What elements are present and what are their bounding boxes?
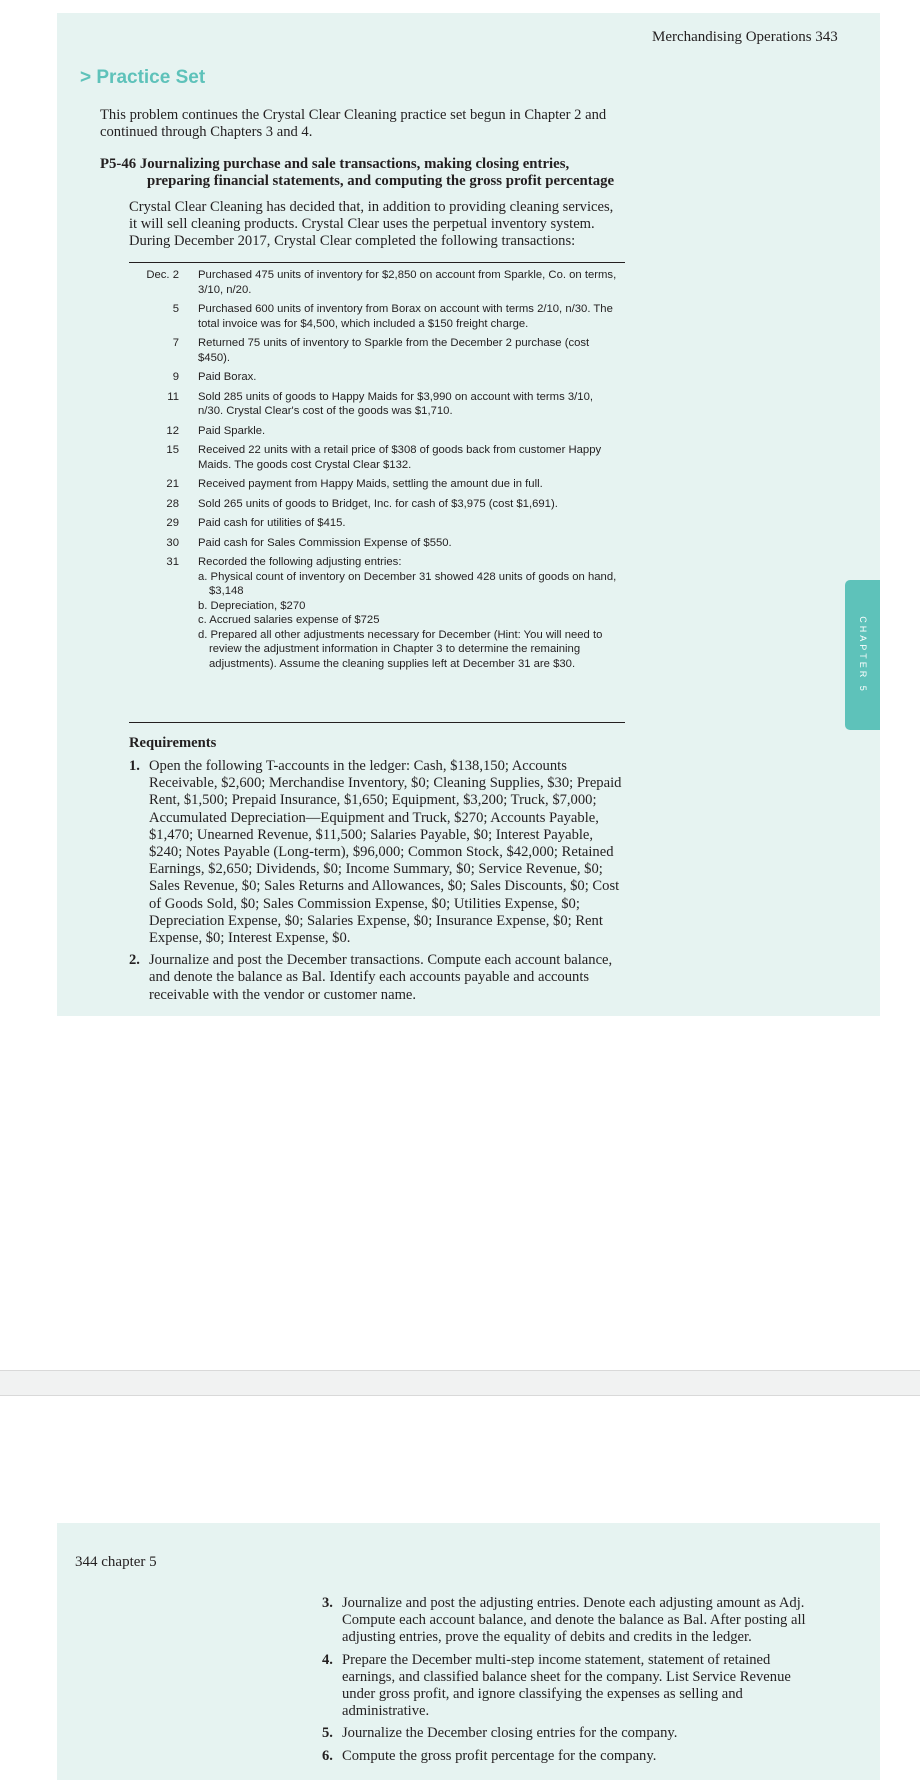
transaction-desc: Sold 285 units of goods to Happy Maids for $3,990 on account with terms 3/10, n/30. Crystal Clear's cost of the goods was $1,710. xyxy=(198,390,593,417)
section-title: > Practice Set xyxy=(80,67,206,88)
transaction-desc: Purchased 600 units of inventory from Borax on account with terms 2/10, n/30. The total invoice was for $4,500, which included a $150 freight charge. xyxy=(198,303,613,330)
requirement-number: 5. xyxy=(322,1725,333,1742)
transaction-row xyxy=(129,268,625,297)
transaction-desc: Sold 265 units of goods to Bridget, Inc. for cash of $3,975 (cost $1,691). xyxy=(198,497,558,510)
requirement-text: Journalize the December closing entries for the company. xyxy=(342,1725,678,1742)
adjusting-entry-a: a. Physical count of inventory on December 31 showed 428 units of goods on hand, $3,148 xyxy=(198,570,617,597)
problem-heading-line1: Journalizing purchase and sale transactions, making closing entries, xyxy=(139,156,570,172)
chapter-tab xyxy=(845,580,880,730)
requirement-number: 6. xyxy=(322,1747,333,1764)
adjusting-entries-intro: Recorded the following adjusting entries: xyxy=(198,556,402,568)
transaction-date: 7 xyxy=(172,337,179,349)
requirements-list xyxy=(129,758,629,1009)
transaction-date: 28 xyxy=(166,497,179,510)
transaction-date: 9 xyxy=(172,371,179,383)
requirements-list-continued xyxy=(322,1595,827,1770)
transaction-desc: Returned 75 units of inventory to Sparkle from the December 2 purchase (cost $450). xyxy=(198,337,590,364)
problem-heading-line2: preparing financial statements, and computing the gross profit percentage xyxy=(147,173,615,189)
requirement-text: Journalize and post the adjusting entries. Denote each adjusting amount as Adj. Compute each account balance, and denote the balance as Bal. After posting all adjusting entries, prove the equality of debits and credits in the ledger. xyxy=(342,1595,806,1646)
transaction-row xyxy=(129,536,625,551)
requirement-text: Prepare the December multi-step income statement, statement of retained earnings, and classified balance sheet for the company. List Service Revenue under gross profit, and ignore classifying the expenses as selling and administrative. xyxy=(342,1651,791,1720)
transaction-desc xyxy=(198,555,618,671)
requirement-text: Open the following T-accounts in the ledger: Cash, $138,150; Accounts Receivable, $2,600; Merchandise Inventory, $0; Cleaning Supplies, $30; Prepaid Rent, $1,500; Prepaid Insurance, $1,650; Equipment, $3,200; Truck, $7,000; Accumulated Depreciation—Equipment and Truck, $270; Accounts Payable, $1,470; Unearned Revenue, $11,500; Salaries Payable, $0; Interest Payable, $240; Notes Payable (Long-term), $96,000; Common Stock, $42,000; Retained Earnings, $2,650; Dividends, $0; Income Summary, $0; Service Revenue, $0; Sales Revenue, $0; Sales Returns and Allowances, $0; Sales Discounts, $0; Cost of Goods Sold, $0; Sales Commission Expense, $0; Utilities Expense, $0; Depreciation Expense, $0; Salaries Expense, $0; Insurance Expense, $0; Rent Expense, $0; Interest Expense, $0. xyxy=(149,758,622,947)
requirement-item xyxy=(322,1595,827,1647)
requirement-item xyxy=(322,1652,827,1721)
transaction-row xyxy=(129,390,625,419)
intro-paragraph: This problem continues the Crystal Clear Cleaning practice set begun in Chapter 2 and continued through Chapters 3 and 4. xyxy=(100,107,607,140)
requirement-number: 3. xyxy=(322,1595,333,1611)
transaction-row xyxy=(129,302,625,331)
transaction-row xyxy=(129,497,625,512)
transaction-date: 15 xyxy=(166,444,179,456)
transactions-table xyxy=(129,268,625,676)
transaction-desc: Paid cash for Sales Commission Expense of $550. xyxy=(198,536,452,549)
transaction-date: 29 xyxy=(166,517,179,529)
transaction-date: 21 xyxy=(166,478,179,490)
chapter-tab-label: CHAPTER 5 xyxy=(857,616,868,694)
transaction-desc: Paid Borax. xyxy=(198,371,257,383)
transaction-date: 12 xyxy=(166,424,179,437)
table-top-rule xyxy=(129,262,625,263)
problem-number: P5-46 xyxy=(100,156,137,172)
table-bottom-rule xyxy=(129,722,625,723)
transaction-desc: Purchased 475 units of inventory for $2,850 on account from Sparkle, Co. on terms, 3/10, n/20. xyxy=(198,269,617,296)
requirement-number: 4. xyxy=(322,1651,333,1668)
requirement-number: 1. xyxy=(129,758,140,774)
page-folio: 344 chapter 5 xyxy=(75,1554,157,1570)
transaction-date: Dec. 2 xyxy=(146,269,179,281)
requirements-title: Requirements xyxy=(129,735,217,751)
transaction-desc: Paid cash for utilities of $415. xyxy=(198,517,346,529)
running-head: Merchandising Operations 343 xyxy=(652,29,838,45)
transaction-date: 11 xyxy=(167,390,179,403)
requirement-text: Journalize and post the December transactions. Compute each account balance, and denote the balance as Bal. Identify each accounts payable and accounts receivable with the vendor or customer name. xyxy=(149,952,613,1003)
requirement-item xyxy=(322,1748,827,1765)
transaction-row xyxy=(129,424,625,439)
transaction-date: 5 xyxy=(172,303,179,315)
adjusting-entry-c: c. Accrued salaries expense of $725 xyxy=(198,614,380,626)
transaction-row xyxy=(129,477,625,492)
transaction-row xyxy=(129,443,625,472)
requirement-item xyxy=(129,952,629,1004)
transaction-row xyxy=(129,516,625,531)
transaction-desc: Received 22 units with a retail price of $308 of goods back from customer Happy Maids. The goods cost Crystal Clear $132. xyxy=(198,444,602,471)
transaction-row xyxy=(129,555,625,671)
transaction-date: 31 xyxy=(166,556,179,568)
transaction-date: 30 xyxy=(166,536,179,549)
adjusting-entry-d: d. Prepared all other adjustments necessary for December (Hint: You will need to review the adjustment information in Chapter 3 to determine the remaining adjustments). Assume the cleaning supplies left at December 31 are $30. xyxy=(198,628,603,670)
problem-heading xyxy=(100,156,640,190)
requirement-item xyxy=(129,758,629,947)
requirement-item xyxy=(322,1725,827,1742)
transaction-row xyxy=(129,336,625,365)
problem-body: Crystal Clear Cleaning has decided that, in addition to providing cleaning services, it will sell cleaning products. Crystal Clear uses the perpetual inventory system. During December 2017, Crystal Clear completed the following transactions: xyxy=(129,199,614,249)
adjusting-entry-b: b. Depreciation, $270 xyxy=(198,599,306,612)
requirement-text: Compute the gross profit percentage for the company. xyxy=(342,1747,657,1764)
transaction-desc: Received payment from Happy Maids, settling the amount due in full. xyxy=(198,478,543,490)
page-separator xyxy=(0,1370,920,1396)
transaction-desc: Paid Sparkle. xyxy=(198,424,266,437)
requirement-number: 2. xyxy=(129,952,140,969)
transaction-row xyxy=(129,370,625,385)
